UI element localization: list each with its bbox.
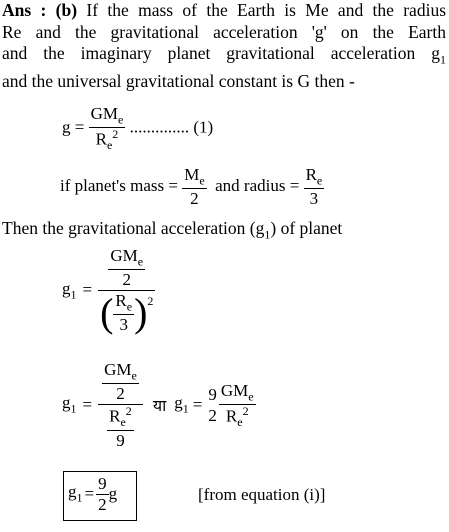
eq3-main-fraction: $\frac{\frac{GM_e}{2}}{\frac{R_e^2}{9}}$ <box>98 360 143 450</box>
intro-line-1: Ans : (b) If the mass of the Earth is Me and the radius <box>2 0 447 20</box>
hindi-or: या <box>152 396 167 416</box>
answer-label: Ans : (b) <box>2 0 78 20</box>
equation-3: $g_1$ = $\frac{\frac{GM_e}{2}}{\frac{R_e^2}{9}}$ या $g_1$ = 9 2 $\frac{GM_e}{R_e^2}$ <box>62 360 254 450</box>
intro-paragraph <box>2 0 446 93</box>
eq3-rhs-fraction: $\frac{GM_e}{R_e^2}$ <box>220 380 254 429</box>
final-reference: [from equation (i)] <box>198 485 326 504</box>
planet-mass-fraction: $\frac{M_e}{2}$ <box>184 165 205 209</box>
intro-line-2: Re and the gravitational acceleration 'g' on the Earth <box>2 21 446 42</box>
eq3-coefficient: 9 2 <box>208 385 217 425</box>
intro-line-4: and the universal gravitational constant is G then - <box>2 71 355 91</box>
final-result-box: $g_1$ = $\frac{9}{2}$ g <box>63 471 137 521</box>
planet-radius-fraction: $\frac{R_e}{3}$ <box>305 165 323 209</box>
intro-line-3: and the imaginary planet gravitational acceleration $g_1$ <box>2 43 446 67</box>
eq2-main-fraction: $\frac{GM_e}{2}$ ( $\frac{R_e}{3}$ ) $^2$ <box>100 246 154 335</box>
then-line: Then the gravitational acceleration $(g_1)$ of planet <box>2 218 343 242</box>
eq1-reference: .............. (1) <box>129 117 214 137</box>
equation-1: g = $\frac{GM_e}{R_e^2}$ .............. (1) <box>62 104 214 153</box>
equation-2: $g_1$ = $\frac{GM_e}{2}$ ( $\frac{R_e}{3}$ ) $^2$ <box>62 246 154 335</box>
eq1-fraction: $\frac{GM_e}{R_e^2}$ <box>90 104 124 153</box>
planet-parameters: if planet's mass = $\frac{M_e}{2}$ and radius = $\frac{R_e}{3}$ <box>60 165 323 209</box>
